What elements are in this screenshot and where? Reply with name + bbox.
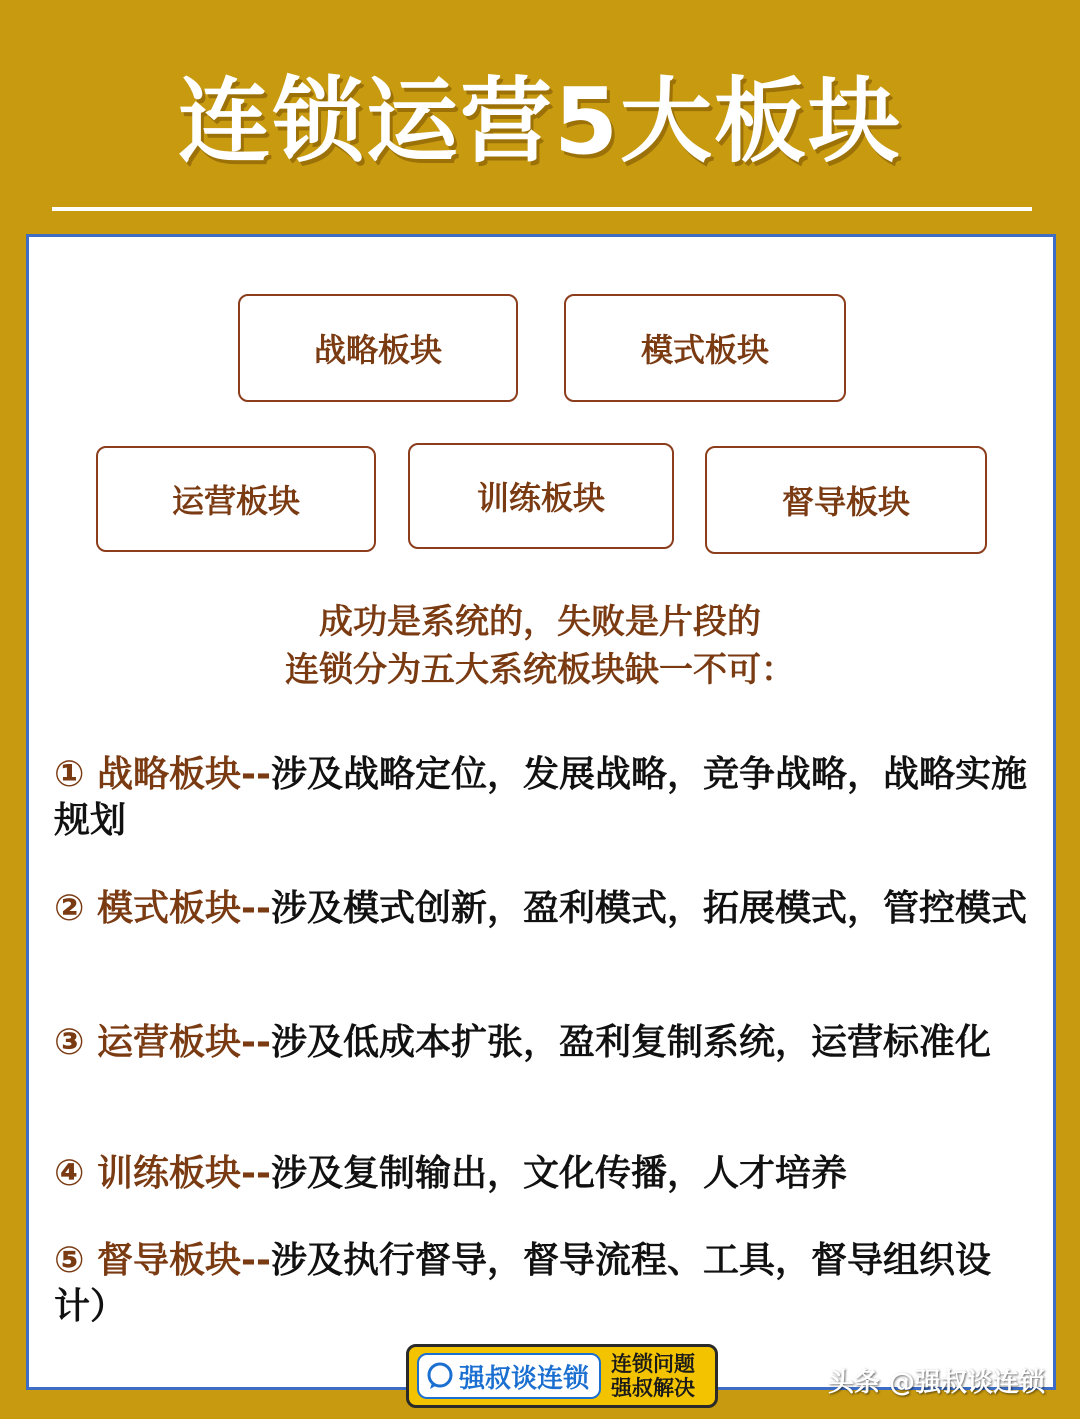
slogan-line-2: 强叔解决 bbox=[611, 1376, 696, 1400]
block-training: 训练板块 bbox=[408, 443, 674, 549]
block-supervision: 督导板块 bbox=[705, 446, 987, 554]
page-title: 连锁运营5大板块 bbox=[177, 68, 902, 175]
item-separator: -- bbox=[241, 1153, 271, 1194]
item-description: 涉及执行督导，督导流程、工具，督导组织设计） bbox=[54, 1240, 991, 1327]
source-watermark: 头条 @强叔谈连锁 bbox=[828, 1368, 1046, 1398]
item-supervision bbox=[54, 1238, 1029, 1330]
item-number: ③ bbox=[54, 1022, 85, 1063]
item-separator: -- bbox=[241, 888, 271, 929]
intro-line-2: 连锁分为五大系统板块缺一不可： bbox=[285, 650, 795, 690]
item-separator: -- bbox=[241, 1022, 271, 1063]
title-divider bbox=[52, 207, 1032, 211]
item-name: 运营板块 bbox=[97, 1022, 242, 1063]
block-strategy: 战略板块 bbox=[238, 294, 518, 402]
item-separator: -- bbox=[241, 754, 271, 795]
item-number: ⑤ bbox=[54, 1240, 85, 1281]
brand-name: 强叔谈连锁 bbox=[459, 1363, 590, 1394]
block-model: 模式板块 bbox=[564, 294, 846, 402]
item-operation bbox=[54, 1020, 1029, 1066]
brand-badge bbox=[406, 1344, 718, 1408]
chat-bubble-icon bbox=[425, 1361, 455, 1391]
item-strategy bbox=[54, 752, 1029, 844]
item-number: ① bbox=[54, 754, 85, 795]
item-description: 涉及复制输出，文化传播，人才培养 bbox=[270, 1153, 847, 1194]
block-operation: 运营板块 bbox=[96, 446, 376, 552]
brand-slogan bbox=[611, 1352, 695, 1400]
item-name: 模式板块 bbox=[97, 888, 242, 929]
item-model bbox=[54, 886, 1029, 932]
item-description: 涉及低成本扩张，盈利复制系统，运营标准化 bbox=[270, 1022, 991, 1063]
item-separator: -- bbox=[241, 1240, 271, 1281]
item-description: 涉及战略定位，发展战略，竞争战略，战略实施规划 bbox=[54, 754, 1027, 841]
slogan-line-1: 连锁问题 bbox=[611, 1352, 696, 1376]
brand-name-tag bbox=[417, 1353, 601, 1399]
item-number: ④ bbox=[54, 1153, 85, 1194]
item-name: 训练板块 bbox=[97, 1153, 242, 1194]
item-training bbox=[54, 1151, 1029, 1197]
intro-line-1: 成功是系统的，失败是片段的 bbox=[319, 602, 761, 642]
item-name: 督导板块 bbox=[97, 1240, 242, 1281]
item-description: 涉及模式创新，盈利模式，拓展模式，管控模式 bbox=[270, 888, 1027, 929]
item-name: 战略板块 bbox=[97, 754, 242, 795]
item-number: ② bbox=[54, 888, 85, 929]
